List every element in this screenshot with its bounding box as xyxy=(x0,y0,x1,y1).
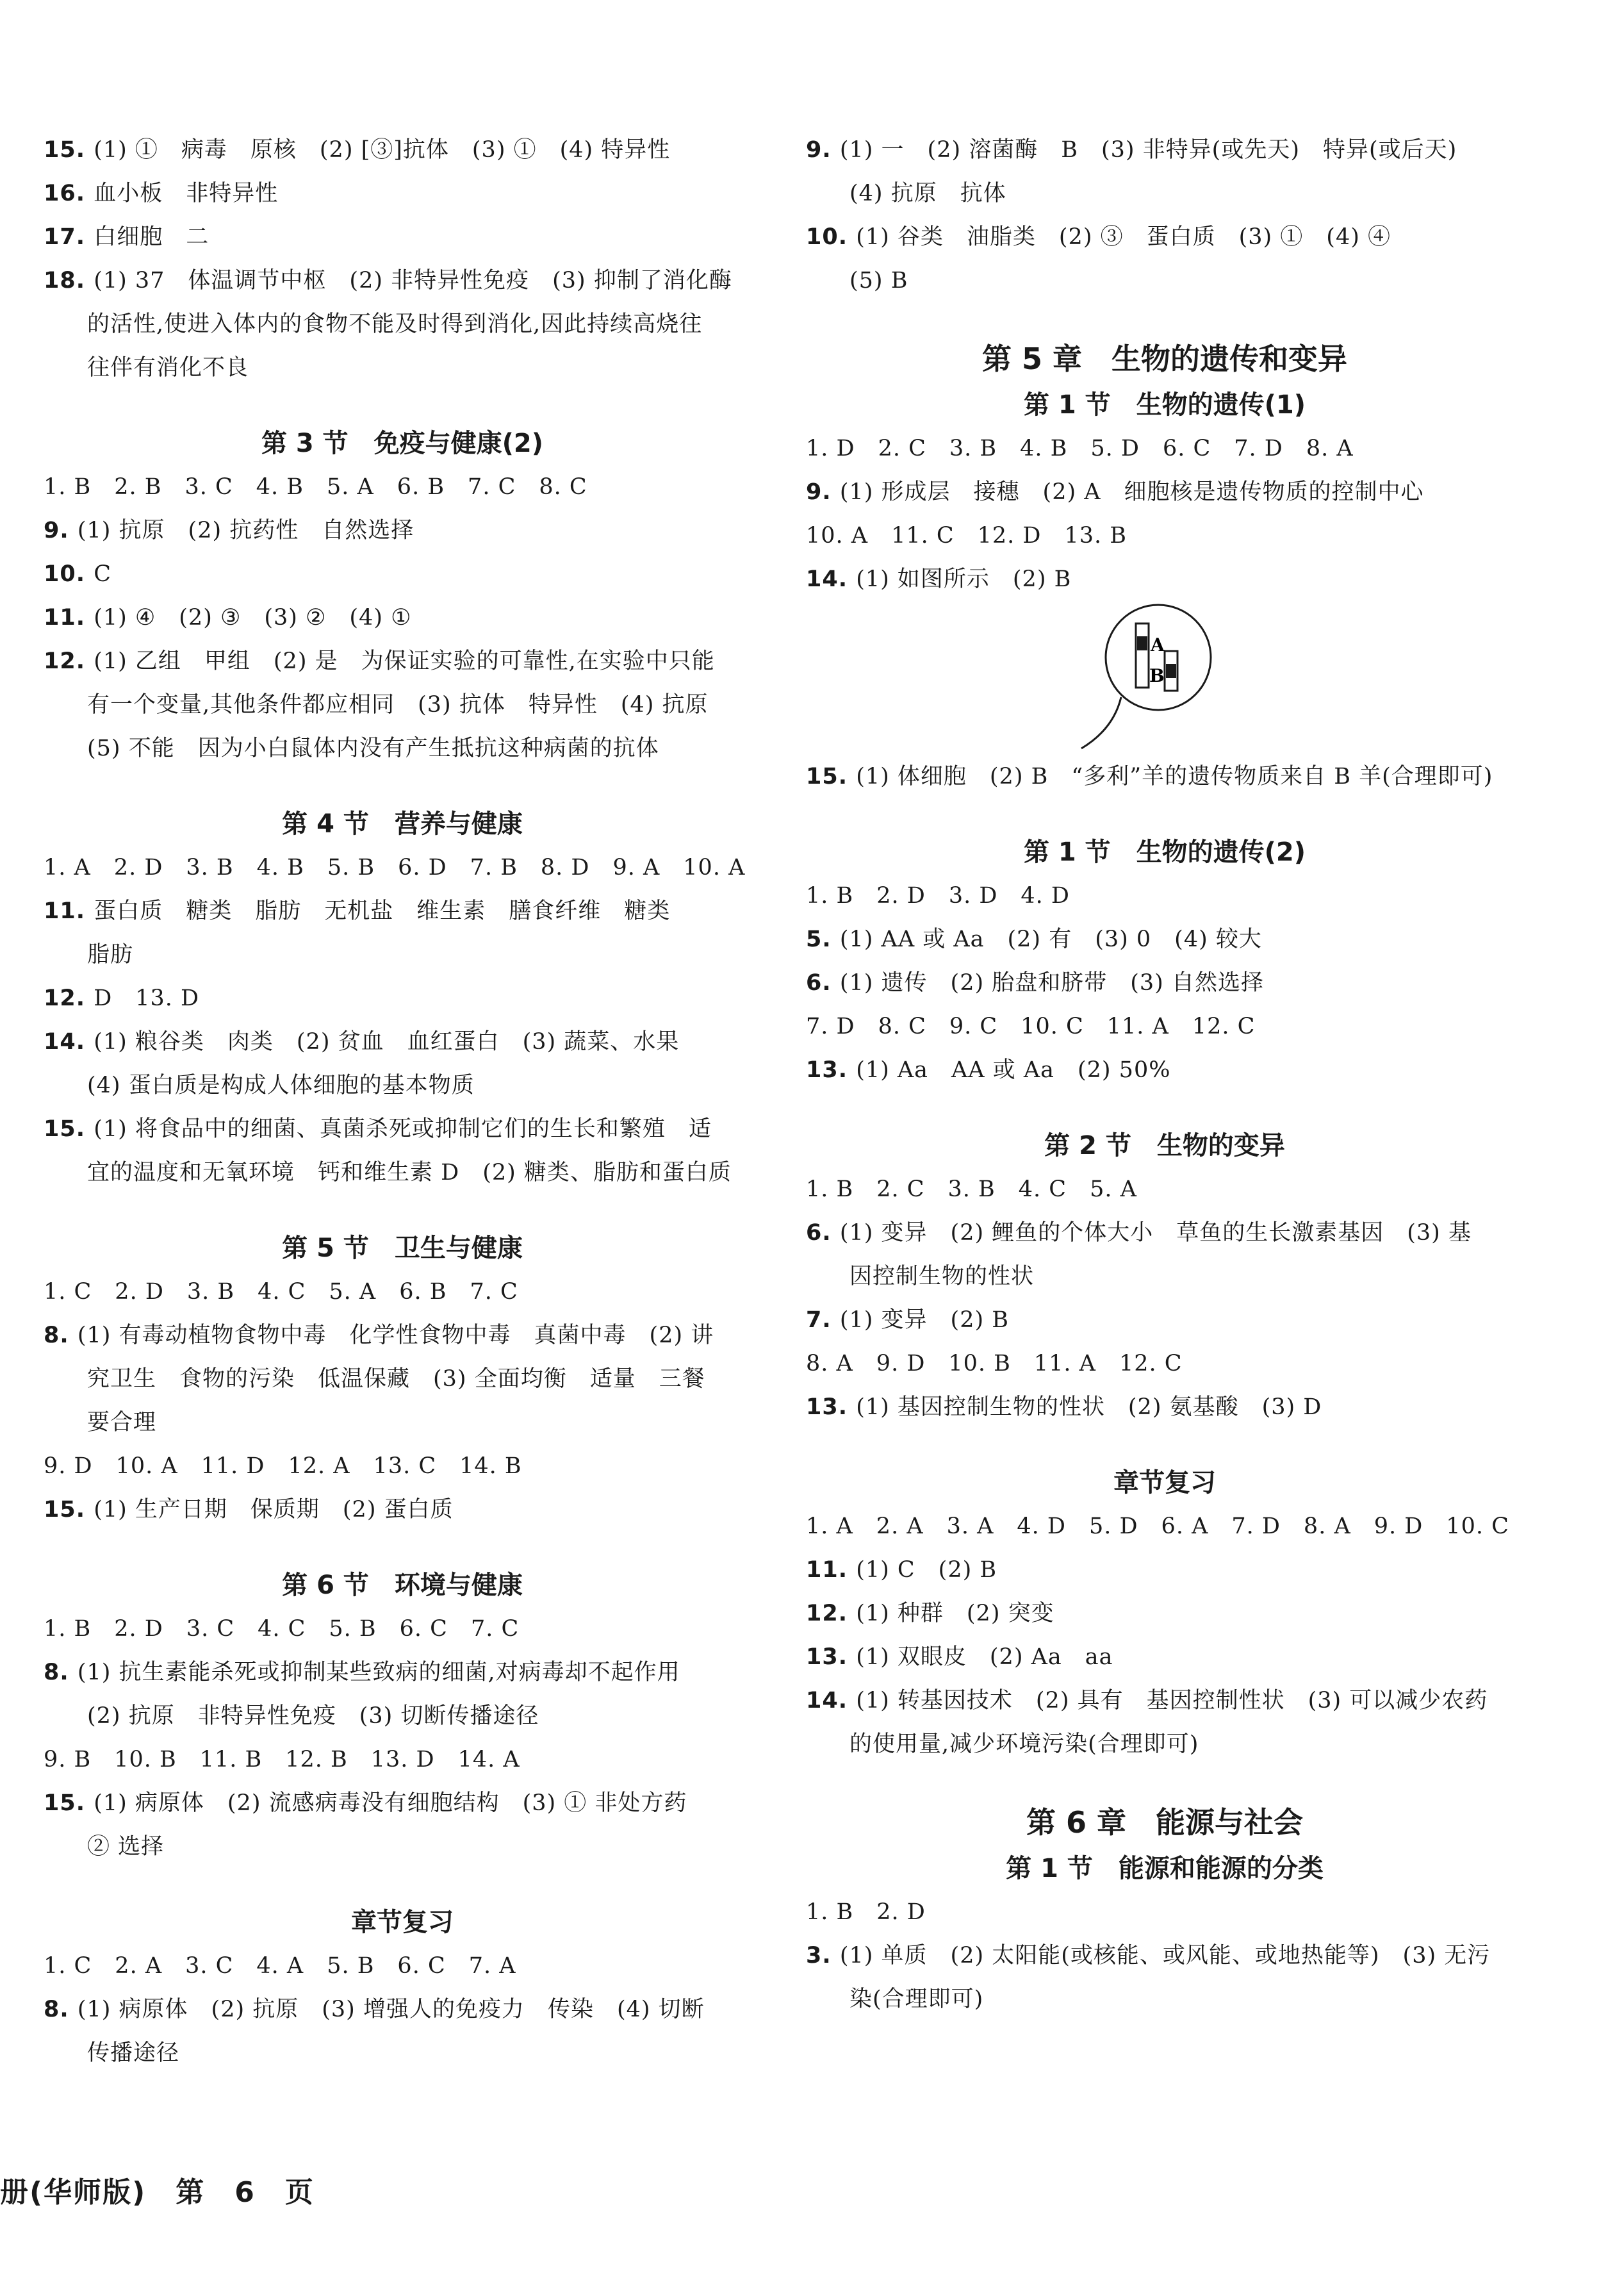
answer-continuation: 脂肪 xyxy=(87,942,134,968)
question-number: 15. xyxy=(44,1116,94,1142)
answer-text: 白细胞 二 xyxy=(94,224,209,250)
question-number: 15. xyxy=(44,1790,94,1816)
section-heading: 第 1 节 能源和能源的分类 xyxy=(1006,1854,1324,1883)
section-heading: 第 1 节 生物的遗传(2) xyxy=(1023,838,1306,867)
answer-continuation: 因控制生物的性状 xyxy=(849,1264,1035,1289)
answer-text: 血小板 非特异性 xyxy=(94,181,279,206)
question-number: 9. xyxy=(806,479,840,505)
answer-line xyxy=(806,1679,1523,1722)
answer-text: (1) 将食品中的细菌、真菌杀死或抑制它们的生长和繁殖 适 xyxy=(94,1116,712,1142)
answer-continuation: 传播途径 xyxy=(87,2040,180,2066)
answer-line xyxy=(806,1934,1523,1977)
answer-text: 7. D 8. C 9. C 10. C 11. A 12. C xyxy=(806,1014,1256,1039)
label-a: A xyxy=(1151,634,1165,656)
answer-line xyxy=(44,465,761,509)
answer-line xyxy=(44,1651,761,1694)
question-number: 14. xyxy=(806,1688,857,1713)
question-number: 18. xyxy=(44,268,94,293)
answer-line xyxy=(806,1298,1523,1342)
question-number: 11. xyxy=(44,605,94,631)
answer-text: (1) 形成层 接穗 (2) A 细胞核是遗传物质的控制中心 xyxy=(839,479,1424,505)
answer-continuation: (5) B xyxy=(849,268,908,293)
question-number: 14. xyxy=(44,1029,94,1055)
question-number: 13. xyxy=(806,1644,857,1670)
section-heading: 章节复习 xyxy=(351,1908,454,1937)
answer-line xyxy=(806,215,1523,259)
answer-line xyxy=(44,1488,761,1531)
answer-continuation: 要合理 xyxy=(87,1410,157,1435)
answer-text: (1) 变异 (2) B xyxy=(839,1307,1009,1333)
question-number: 6. xyxy=(806,1220,840,1246)
answer-line xyxy=(44,1314,761,1357)
answer-text: (1) 37 体温调节中枢 (2) 非特异性免疫 (3) 抑制了消化酶 xyxy=(94,268,732,293)
question-number: 10. xyxy=(806,224,857,250)
answer-line xyxy=(806,557,1523,601)
answer-text: (1) 病原体 (2) 抗原 (3) 增强人的免疫力 传染 (4) 切断 xyxy=(77,1997,705,2022)
question-number: 8. xyxy=(44,1997,78,2022)
question-number: 15. xyxy=(44,1497,94,1523)
answer-text: (1) 谷类 油脂类 (2) ③ 蛋白质 (3) ① (4) ④ xyxy=(856,224,1391,250)
question-number: 3. xyxy=(806,1943,840,1968)
question-number: 17. xyxy=(44,224,94,250)
answer-line xyxy=(806,1890,1523,1934)
answer-line xyxy=(806,1635,1523,1679)
question-number: 15. xyxy=(806,764,857,789)
question-number: 11. xyxy=(44,898,94,924)
answer-line xyxy=(44,640,761,683)
answer-continuation: 有一个变量,其他条件都应相同 (3) 抗体 特异性 (4) 抗原 xyxy=(87,692,709,718)
answer-text: (1) 乙组 甲组 (2) 是 为保证实验的可靠性,在实验中只能 xyxy=(94,648,715,674)
answer-text: C xyxy=(94,561,111,587)
answer-line xyxy=(44,1988,761,2031)
answer-text: 1. A 2. D 3. B 4. B 5. B 6. D 7. B 8. D 9. A 10. A xyxy=(44,855,746,880)
answer-text: (1) ④ (2) ③ (3) ② (4) ① xyxy=(94,605,412,631)
answer-text: (1) C (2) B xyxy=(856,1557,997,1583)
section-heading: 章节复习 xyxy=(1113,1468,1216,1498)
answer-text: (1) ① 病毒 原核 (2) [③]抗体 (3) ① (4) 特异性 xyxy=(94,137,671,163)
answer-text: 10. A 11. C 12. D 13. B xyxy=(806,523,1127,549)
answer-line xyxy=(806,1592,1523,1635)
answer-line xyxy=(44,1738,761,1781)
nucleus-outline xyxy=(1106,605,1211,710)
answer-text: 9. D 10. A 11. D 12. A 13. C 14. B xyxy=(44,1453,522,1479)
answer-line xyxy=(44,1781,761,1825)
question-number: 12. xyxy=(806,1601,857,1626)
answer-line xyxy=(44,215,761,259)
question-number: 11. xyxy=(806,1557,857,1583)
answer-line xyxy=(806,1048,1523,1092)
answer-text: (1) 抗原 (2) 抗药性 自然选择 xyxy=(77,518,414,543)
answer-text: 1. B 2. B 3. C 4. B 5. A 6. B 7. C 8. C xyxy=(44,474,587,500)
answer-continuation: 究卫生 食物的污染 低温保藏 (3) 全面均衡 适量 三餐 xyxy=(87,1366,705,1392)
answer-continuation: (4) 蛋白质是构成人体细胞的基本物质 xyxy=(87,1073,475,1098)
cell-nucleus-diagram xyxy=(1075,601,1216,755)
answer-line xyxy=(44,552,761,596)
answer-line xyxy=(806,1211,1523,1255)
section-heading: 第 6 节 环境与健康 xyxy=(282,1571,523,1600)
answer-line xyxy=(44,977,761,1020)
answer-line xyxy=(806,961,1523,1005)
answer-line xyxy=(806,1385,1523,1429)
answer-text: (1) 单质 (2) 太阳能(或核能、或风能、或地热能等) (3) 无污 xyxy=(839,1943,1491,1968)
answer-text: D 13. D xyxy=(94,986,200,1011)
answer-line xyxy=(806,514,1523,557)
answer-text: (1) 基因控制生物的性状 (2) 氨基酸 (3) D xyxy=(856,1394,1322,1420)
answer-line xyxy=(806,427,1523,470)
answer-line xyxy=(44,1944,761,1988)
answer-continuation: 宜的温度和无氧环境 钙和维生素 D (2) 糖类、脂肪和蛋白质 xyxy=(87,1160,732,1185)
section-heading: 第 5 节 卫生与健康 xyxy=(282,1234,523,1263)
answer-continuation: ② 选择 xyxy=(87,1834,165,1860)
question-number: 12. xyxy=(44,986,94,1011)
question-number: 15. xyxy=(44,137,94,163)
question-number: 9. xyxy=(44,518,78,543)
chromosome-figure xyxy=(806,601,1523,755)
answer-text: 1. A 2. A 3. A 4. D 5. D 6. A 7. D 8. A 9. D 10. C xyxy=(806,1514,1509,1539)
answer-line xyxy=(44,128,761,172)
answer-line xyxy=(44,596,761,640)
answer-line xyxy=(44,1020,761,1064)
answer-continuation: 的使用量,减少环境污染(合理即可) xyxy=(849,1731,1199,1757)
answer-text: 1. C 2. D 3. B 4. C 5. A 6. B 7. C xyxy=(44,1279,518,1305)
answer-line xyxy=(44,1607,761,1651)
section-heading: 第 2 节 生物的变异 xyxy=(1044,1131,1285,1160)
section-heading: 第 1 节 生物的遗传(1) xyxy=(1023,390,1306,420)
gene-b-band xyxy=(1166,664,1176,678)
answer-line xyxy=(44,1107,761,1151)
answer-continuation: (2) 抗原 非特异性免疫 (3) 切断传播途径 xyxy=(87,1703,539,1729)
answer-text: 蛋白质 糖类 脂肪 无机盐 维生素 膳食纤维 糖类 xyxy=(94,898,671,924)
question-number: 8. xyxy=(44,1323,78,1348)
answer-line xyxy=(806,1005,1523,1048)
answer-line xyxy=(44,846,761,889)
answer-text: (1) 双眼皮 (2) Aa aa xyxy=(856,1644,1113,1670)
answer-text: 1. B 2. D 3. D 4. D xyxy=(806,883,1070,909)
answer-text: (1) 一 (2) 溶菌酶 B (3) 非特异(或先天) 特异(或后天) xyxy=(839,137,1457,163)
question-number: 5. xyxy=(806,927,840,952)
question-number: 13. xyxy=(806,1394,857,1420)
answer-text: (1) 变异 (2) 鲤鱼的个体大小 草鱼的生长激素基因 (3) 基 xyxy=(839,1220,1472,1246)
question-number: 6. xyxy=(806,970,840,996)
answer-line xyxy=(806,1342,1523,1385)
chapter-heading: 第 5 章 生物的遗传和变异 xyxy=(981,342,1348,376)
answer-line xyxy=(806,128,1523,172)
answer-line xyxy=(806,874,1523,918)
answer-text: (1) 粮谷类 肉类 (2) 贫血 血红蛋白 (3) 蔬菜、水果 xyxy=(94,1029,680,1055)
answer-text: (1) 遗传 (2) 胎盘和脐带 (3) 自然选择 xyxy=(839,970,1264,996)
left-column xyxy=(44,128,761,2075)
answer-text: 1. B 2. D xyxy=(806,1899,926,1925)
answer-text: 9. B 10. B 11. B 12. B 13. D 14. A xyxy=(44,1747,520,1772)
answer-text: (1) 生产日期 保质期 (2) 蛋白质 xyxy=(94,1497,454,1523)
answer-text: 1. C 2. A 3. C 4. A 5. B 6. C 7. A xyxy=(44,1953,516,1979)
pointer-line xyxy=(1081,697,1121,748)
chapter-heading: 第 6 章 能源与社会 xyxy=(1026,1805,1304,1840)
answer-line xyxy=(806,1168,1523,1211)
answer-line xyxy=(806,918,1523,961)
answer-text: (1) 抗生素能杀死或抑制某些致病的细菌,对病毒却不起作用 xyxy=(77,1660,680,1685)
answer-text: (1) 病原体 (2) 流感病毒没有细胞结构 (3) ① 非处方药 xyxy=(94,1790,687,1816)
answer-text: (1) 体细胞 (2) B “多利”羊的遗传物质来自 B 羊(合理即可) xyxy=(856,764,1493,789)
answer-line xyxy=(44,259,761,302)
answer-line xyxy=(44,1270,761,1314)
answer-continuation: (4) 抗原 抗体 xyxy=(849,181,1006,206)
answer-continuation: 染(合理即可) xyxy=(849,1986,984,2012)
right-column xyxy=(806,128,1523,2021)
question-number: 8. xyxy=(44,1660,78,1685)
answer-line xyxy=(44,1444,761,1488)
answer-continuation: 的活性,使进入体内的食物不能及时得到消化,因此持续高烧往 xyxy=(87,311,703,337)
label-b: B xyxy=(1149,665,1165,686)
section-heading: 第 4 节 营养与健康 xyxy=(282,809,523,839)
answer-line xyxy=(806,755,1523,798)
answer-line xyxy=(44,889,761,933)
answer-text: (1) 转基因技术 (2) 具有 基因控制性状 (3) 可以减少农药 xyxy=(856,1688,1488,1713)
question-number: 10. xyxy=(44,561,94,587)
question-number: 12. xyxy=(44,648,94,674)
answer-text: (1) AA 或 Aa (2) 有 (3) 0 (4) 较大 xyxy=(839,927,1262,952)
answer-text: (1) 有毒动植物食物中毒 化学性食物中毒 真菌中毒 (2) 讲 xyxy=(77,1323,714,1348)
answer-line xyxy=(806,1505,1523,1548)
answer-line xyxy=(44,509,761,552)
answer-text: (1) Aa AA 或 Aa (2) 50% xyxy=(856,1057,1171,1083)
answer-text: (1) 种群 (2) 突变 xyxy=(856,1601,1054,1626)
answer-text: 1. B 2. C 3. B 4. C 5. A xyxy=(806,1176,1137,1202)
answer-line xyxy=(806,1548,1523,1592)
question-number: 7. xyxy=(806,1307,840,1333)
answer-line xyxy=(806,470,1523,514)
question-number: 13. xyxy=(806,1057,857,1083)
answer-text: 1. D 2. C 3. B 4. B 5. D 6. C 7. D 8. A xyxy=(806,436,1354,461)
answer-text: 8. A 9. D 10. B 11. A 12. C xyxy=(806,1351,1183,1376)
answer-text: 1. B 2. D 3. C 4. C 5. B 6. C 7. C xyxy=(44,1616,520,1642)
answer-continuation: 往伴有消化不良 xyxy=(87,355,249,381)
chromosome-1 xyxy=(1136,623,1149,688)
gene-a-band xyxy=(1137,636,1147,650)
answer-continuation: (5) 不能 因为小白鼠体内没有产生抵抗这种病菌的抗体 xyxy=(87,736,659,761)
answer-line xyxy=(44,172,761,215)
section-heading: 第 3 节 免疫与健康(2) xyxy=(261,429,544,458)
question-number: 16. xyxy=(44,181,94,206)
page-footer: 册(华师版) 第 6 页 xyxy=(0,2176,315,2209)
answer-text: (1) 如图所示 (2) B xyxy=(856,566,1072,592)
question-number: 14. xyxy=(806,566,857,592)
question-number: 9. xyxy=(806,137,840,163)
